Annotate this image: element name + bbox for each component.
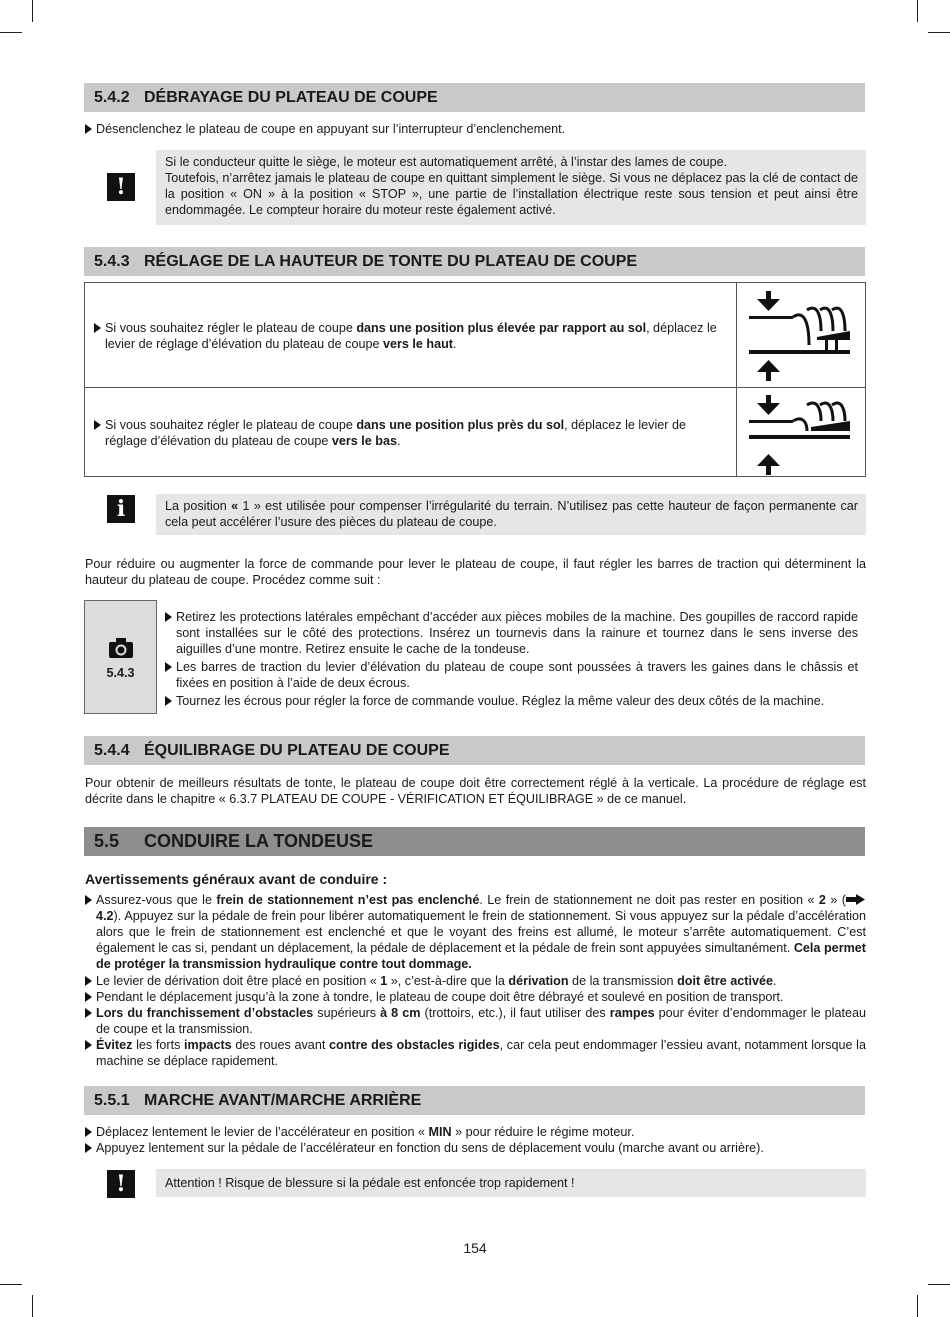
bullet-arrow-icon xyxy=(85,124,92,134)
warning-icon: ! xyxy=(107,173,135,201)
step-item: Retirez les protections latérales empêchant d’accéder aux pièces mobiles de la machine. Des goupilles de raccord rapide sont installées sur le côté des protections. Insérez un tournevis dans la rainure et tournez dans le sens inverse des aiguilles d’une montre. Retirez ensuite le cache de la tondeuse. xyxy=(165,609,858,657)
section-number: 5.4.4 xyxy=(94,742,130,759)
section-title: RÉGLAGE DE LA HAUTEUR DE TONTE DU PLATEAU DE COUPE xyxy=(144,253,638,270)
warning-icon: ! xyxy=(107,1170,135,1198)
crop-mark xyxy=(928,1284,950,1285)
bullet-arrow-icon xyxy=(85,895,92,905)
info-box: La position « 1 » est utilisée pour compenser l’irrégularité du terrain. N’utilisez pas cette hauteur de façon permanente car cela peut accélérer l’usure des pièces du plateau de coupe. xyxy=(156,494,866,535)
section-number: 5.4.3 xyxy=(94,253,130,270)
section-heading-5-4-3 xyxy=(84,247,865,276)
raise-deck-icon xyxy=(745,287,857,383)
table-divider xyxy=(736,283,737,476)
table-divider xyxy=(85,387,865,388)
section-number: 5.5 xyxy=(94,831,120,851)
info-icon: i xyxy=(107,495,135,523)
bullet-arrow-icon xyxy=(85,1143,92,1153)
crop-mark xyxy=(0,1284,22,1285)
bullet-arrow-icon xyxy=(165,662,172,672)
section-title: CONDUIRE LA TONDEUSE xyxy=(144,831,374,851)
step-item: Tournez les écrous pour régler la force de commande voulue. Réglez la même valeur des deux côtés de la machine. xyxy=(165,693,865,709)
crop-mark xyxy=(917,1295,918,1317)
section-heading-5-5-1 xyxy=(84,1086,865,1115)
bullet-arrow-icon xyxy=(85,992,92,1002)
bullet-item: Évitez les forts impacts des roues avant contre des obstacles rigides, car cela peut endommager l’essieu avant, notamment lorsque la machine se déplace rapidement. xyxy=(85,1037,866,1069)
balance-paragraph: Pour obtenir de meilleurs résultats de tonte, le plateau de coupe doit être correctement réglé à la verticale. La procédure de réglage est décrite dans le chapitre « 6.3.7 PLATEAU DE COUPE - VÉRIFICATION ET ÉQUILIBRAGE » de ce manuel. xyxy=(85,776,866,806)
crop-mark xyxy=(928,32,950,33)
section-number: 5.4.2 xyxy=(94,89,130,106)
bullet-arrow-icon xyxy=(94,323,101,333)
crop-mark xyxy=(917,0,918,22)
warning-box: Attention ! Risque de blessure si la pédale est enfoncée trop rapidement ! xyxy=(156,1169,866,1197)
bullet-item: Désenclenchez le plateau de coupe en appuyant sur l’interrupteur d’enclenchement. xyxy=(85,121,866,137)
section-title: MARCHE AVANT/MARCHE ARRIÈRE xyxy=(144,1092,422,1109)
reference-arrow-icon xyxy=(846,894,866,905)
bullet-arrow-icon xyxy=(94,420,101,430)
section-heading-5-4-2 xyxy=(84,83,865,112)
subheading: Avertissements généraux avant de conduire : xyxy=(85,871,388,887)
section-title: DÉBRAYAGE DU PLATEAU DE COUPE xyxy=(144,89,438,106)
bullet-arrow-icon xyxy=(85,1127,92,1137)
bullet-item: Pendant le déplacement jusqu’à la zone à tondre, le plateau de coupe doit être débrayé et soulevé en position de transport. xyxy=(85,989,866,1005)
bullet-arrow-icon xyxy=(85,1008,92,1018)
bullet-item: Déplacez lentement le levier de l’accélérateur en position « MIN » pour réduire le régime moteur. xyxy=(85,1124,866,1140)
bullet-arrow-icon xyxy=(165,696,172,706)
bullet-item: Assurez-vous que le frein de stationnement n’est pas enclenché. Le frein de stationnement ne doit pas rester en position « 2 » ( 4.2). Appuyez sur la pédale de frein pour libérer automatiquement le frein de stationnement. Si vous appuyez sur la pédale d’accélération alors que le frein de stationnement est enclenché et que le voyant des freins est allumé, le moteur s’arrête automatiquement. C’est également le cas si, pendant un déplacement, la pédale de déplacement et la pédale de frein sont appuyées simultanément. Cela permet de protéger la transmission hydraulique contre tout dommage. xyxy=(85,892,866,972)
photo-label: 5.4.3 xyxy=(106,666,135,680)
crop-mark xyxy=(32,0,33,22)
crop-mark xyxy=(32,1295,33,1317)
section-heading-5-5 xyxy=(84,827,865,856)
warning-text-2: Toutefois, n’arrêtez jamais le plateau de coupe en quittant simplement le siège. Si vous ne déplacez pas la clé de contact de la position « ON » à la position « STOP », une partie de l’installation électrique reste sous tension et peut ainsi être endommagée. Le compteur horaire du moteur reste également activé. xyxy=(165,171,858,217)
step-item: Les barres de traction du levier d’élévation du plateau de coupe sont poussées à travers les gaines dans le châssis et fixées en position à l’aide de deux écrous. xyxy=(165,659,858,691)
lower-deck-icon xyxy=(745,391,857,477)
page-number: 154 xyxy=(463,1240,487,1256)
bullet-item: Lors du franchissement d’obstacles supérieurs à 8 cm (trottoirs, etc.), il faut utiliser des rampes pour éviter d’endommager le plateau de coupe et la transmission. xyxy=(85,1005,866,1037)
section-title: ÉQUILIBRAGE DU PLATEAU DE COUPE xyxy=(144,742,450,759)
bullet-item: Appuyez lentement sur la pédale de l’accélérateur en fonction du sens de déplacement voulu (marche avant ou arrière). xyxy=(85,1140,866,1156)
bullet-arrow-icon xyxy=(85,1040,92,1050)
force-paragraph: Pour réduire ou augmenter la force de commande pour lever le plateau de coupe, il faut régler les barres de traction qui déterminent la hauteur du plateau de coupe. Procédez comme suit : xyxy=(85,557,866,587)
warning-text-1: Si le conducteur quitte le siège, le moteur est automatiquement arrêté, à l’instar des lames de coupe. xyxy=(165,155,728,169)
height-adjust-table xyxy=(84,282,866,477)
table-row-lower: Si vous souhaitez régler le plateau de coupe dans une position plus près du sol, déplacez le levier de réglage d’élévation du plateau de coupe vers le bas. xyxy=(94,417,729,449)
photo-reference xyxy=(84,600,157,714)
bullet-arrow-icon xyxy=(165,612,172,622)
section-heading-5-4-4 xyxy=(84,736,865,765)
warning-box xyxy=(156,150,866,225)
table-row-raise: Si vous souhaitez régler le plateau de coupe dans une position plus élevée par rapport au sol, déplacez le levier de réglage d’élévation du plateau de coupe vers le haut. xyxy=(94,320,729,352)
bullet-item: Le levier de dérivation doit être placé en position « 1 », c’est-à-dire que la dérivation de la transmission doit être activée. xyxy=(85,973,866,989)
bullet-arrow-icon xyxy=(85,976,92,986)
camera-icon xyxy=(108,637,134,659)
section-number: 5.5.1 xyxy=(94,1092,130,1109)
crop-mark xyxy=(0,32,22,33)
